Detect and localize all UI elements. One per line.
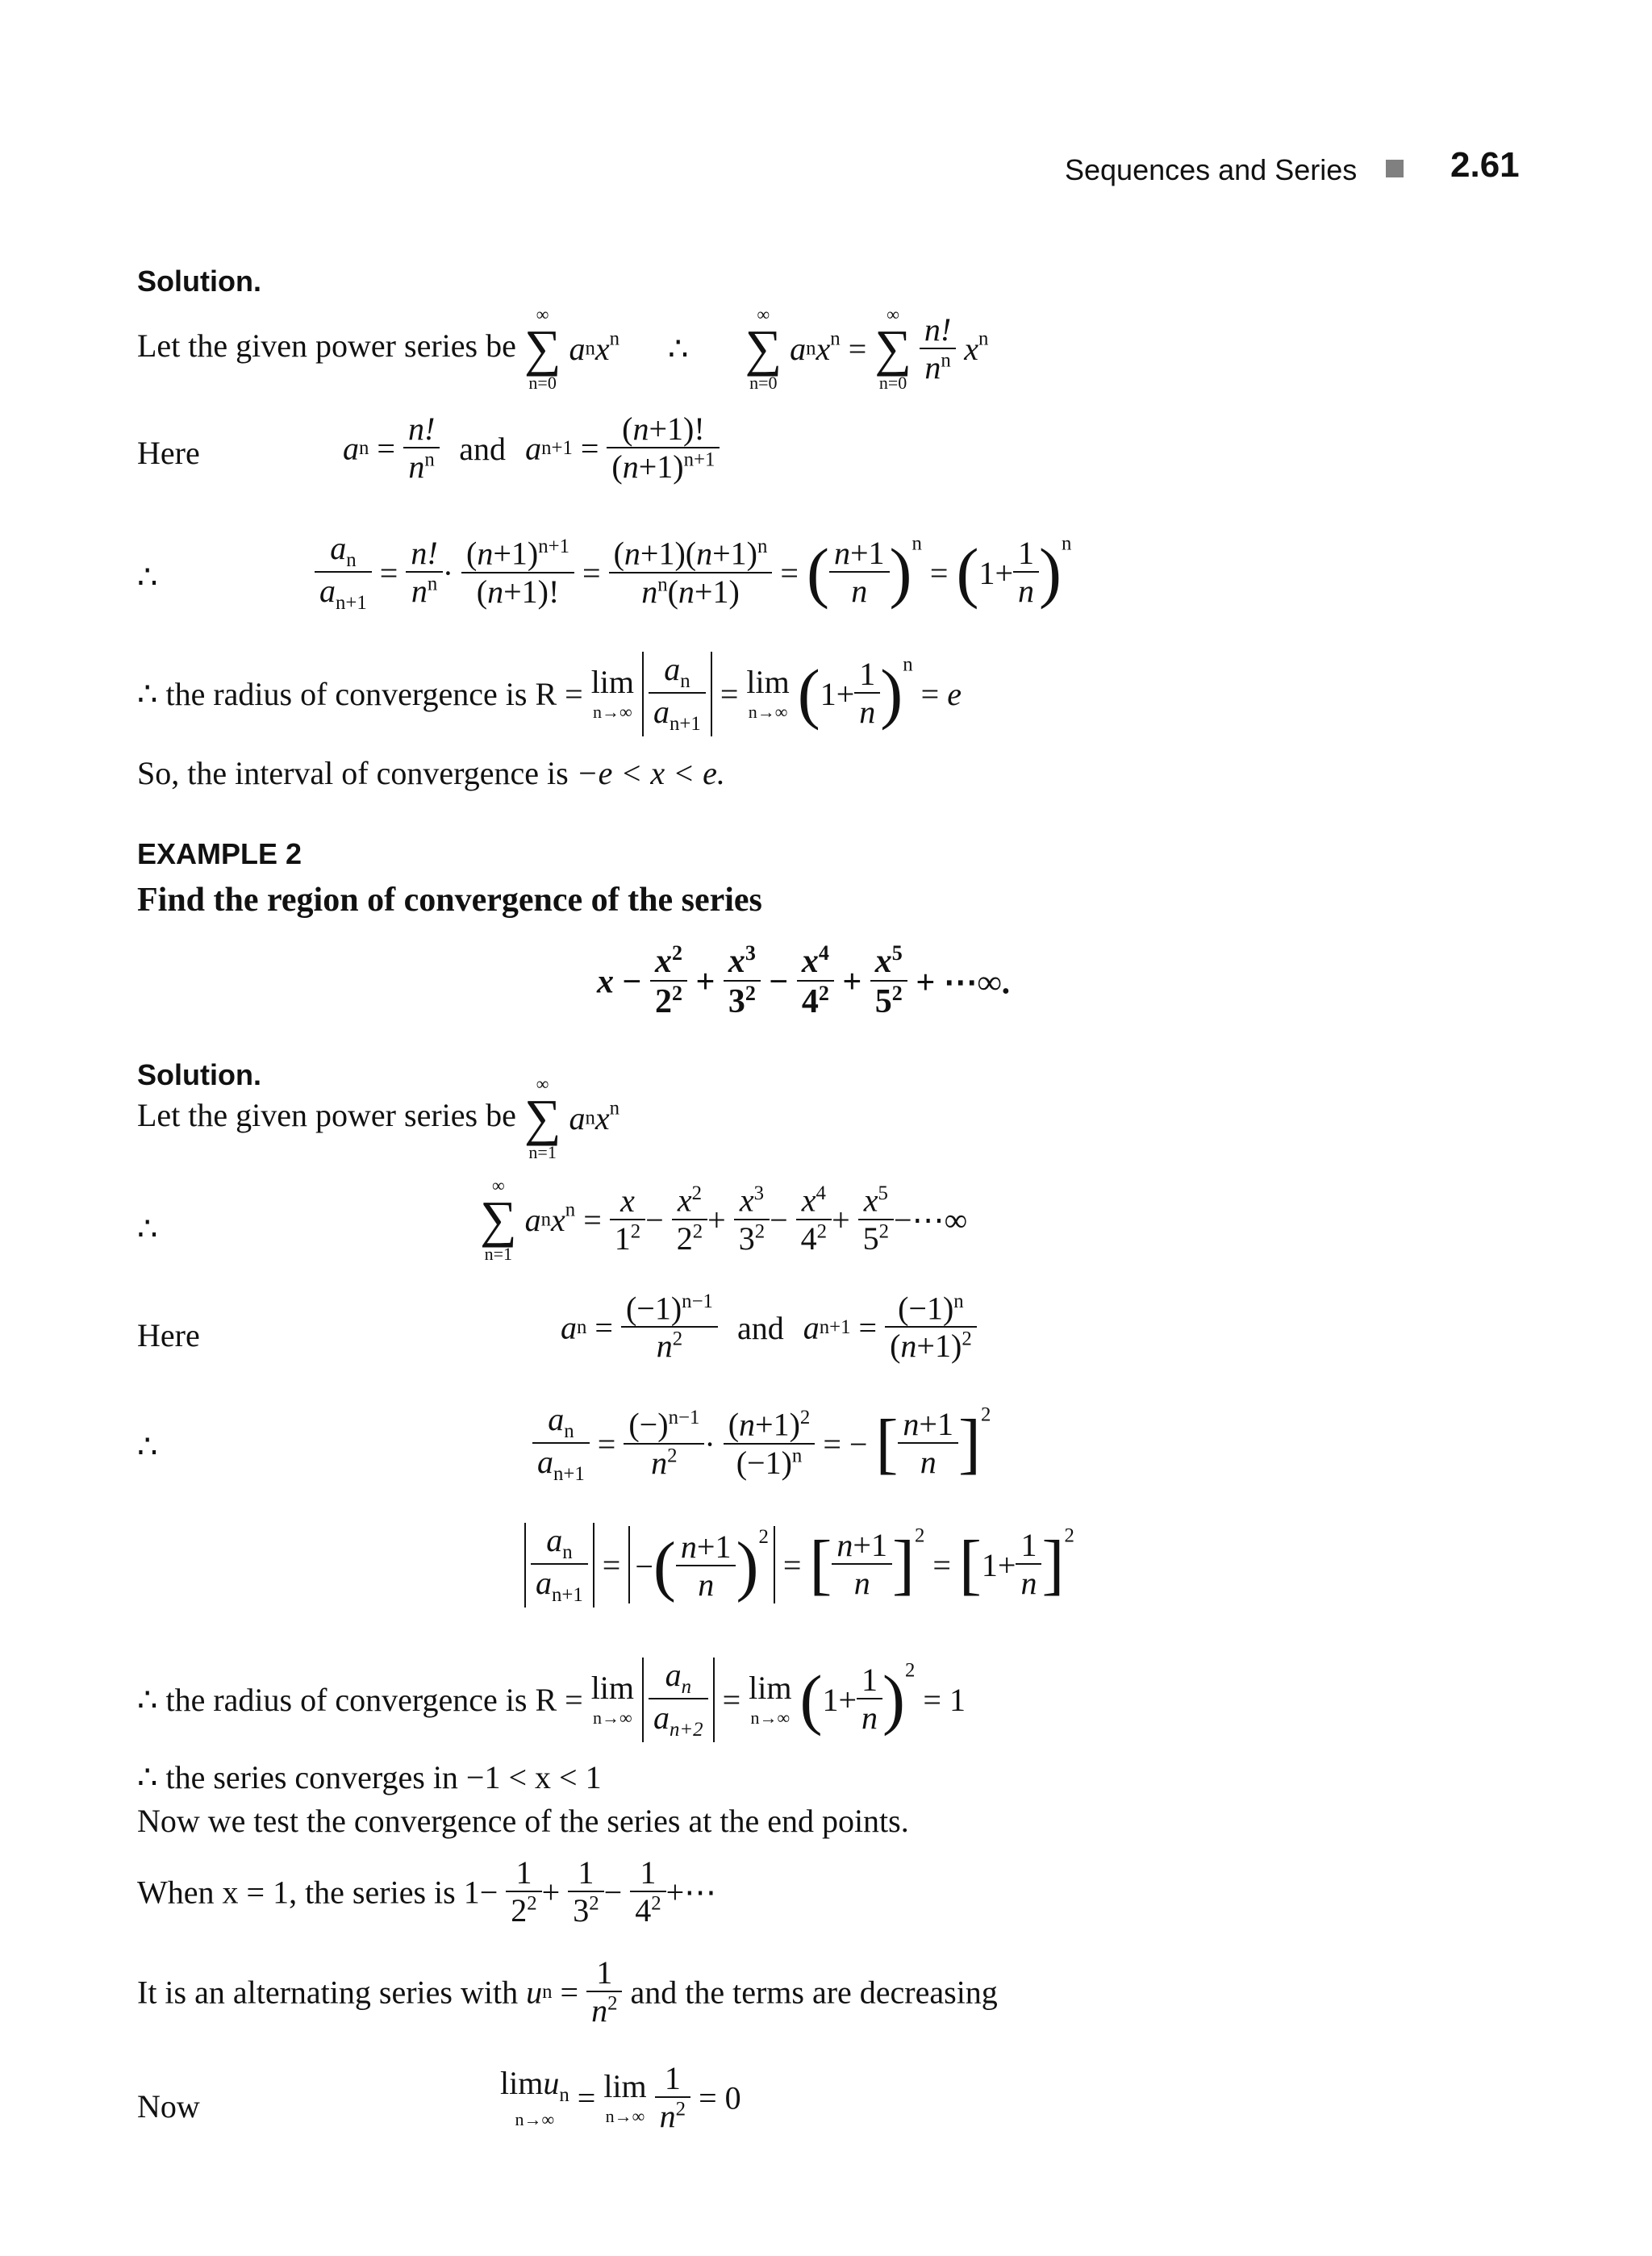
coefficient-definitions-1: an = $\frac{n!}{n^n}$ and an+1 = $\frac{(n+1)!}{(n+1)^{n+1}}$	[343, 411, 720, 486]
sum-symbol-icon: ∞ ∑ n=1	[480, 1175, 517, 1264]
endpoint-test-line: Now we test the convergence of the series at the end points.	[137, 1803, 909, 1839]
therefore-1: ∴	[137, 559, 158, 595]
interval-line-1: So, the interval of convergence is −e < x < e.	[137, 755, 725, 791]
sum-symbol-icon: ∞ ∑ n=0	[874, 304, 912, 393]
example-title: Find the region of convergence of the series	[137, 882, 762, 919]
radius-line-1: ∴ the radius of convergence is R = lim n→∞ $\frac{a_n}{a_{n+1}}$ = lim n→∞ (1+ $\frac{1}{n}$ )$^n$ = e	[137, 651, 962, 736]
solution-heading-2: Solution.	[137, 1058, 261, 1091]
power-series-line-2: Let the given power series be ∞ ∑ n=1 anx$^n$	[137, 1074, 620, 1162]
series-expansion-2: ∞ ∑ n=1 anx$^n$ = $\frac{x}{1^2}$ − $\frac{x^2}{2^2}$ + $\frac{x^3}{3^2}$ − $\frac{x^4}{4^2}$ + $\frac{x^5}{5^2}$ −⋯∞	[480, 1175, 968, 1264]
coefficient-definitions-2: an = $\frac{(-1)^{n-1}}{n^2}$ and an+1 = $\frac{(-1)^n}{(n+1)^2}$	[561, 1291, 977, 1365]
converges-line: ∴ the series converges in −1 < x < 1	[137, 1759, 602, 1795]
radius-line-2: ∴ the radius of convergence is R = lim n→∞ $\frac{a_n}{a_{n+2}}$ = lim n→∞ (1+ $\frac{1}{n}$ )$^2$ = 1	[137, 1657, 966, 1741]
alternating-series-line: It is an alternating series with un = $\frac{1}{n^2}$ and the terms are decreasing	[137, 1954, 998, 2029]
example-series: x − $\frac{x^2}{2^2}$ + $\frac{x^3}{3^2}$ − $\frac{x^4}{4^2}$ + $\frac{x^5}{5^2}$ + ⋯∞.	[597, 941, 1011, 1021]
power-series-line: Let the given power series be ∞ ∑ n=0 anx$^n$ ∴ ∞ ∑ n=0 anx$^n$ = ∞ ∑ n=0 $\frac{n!}{n^n}$ $x^n$	[137, 304, 989, 393]
ratio-line-1: $\frac{a_n}{a_{n+1}}$ = $\frac{n!}{n^n}$ · $\frac{(n+1)^{n+1}}{(n+1)!}$ = $\frac{(n+1)(n+1)^n}{n^n(n+1)}$ = ( $\frac{n+1}{n}$ )$^n$ = (1+ $\frac{1}{n}$ )$^n$	[315, 531, 1071, 615]
therefore-3: ∴	[137, 1428, 158, 1465]
sum-symbol-icon: ∞ ∑ n=0	[745, 304, 782, 393]
therefore-2: ∴	[137, 1211, 158, 1247]
example-label: EXAMPLE 2	[137, 837, 302, 870]
solution-heading: Solution.	[137, 265, 261, 298]
ratio-line-2: $\frac{a_n}{a_{n+1}}$ = $\frac{(-)^{n-1}}{n^2}$ · $\frac{(n+1)^2}{(-1)^n}$ = − [ $\frac{n+1}{n}$ ]$^2$	[532, 1402, 991, 1487]
fraction: $\frac{n!}{n^n}$	[920, 312, 956, 386]
now-label: Now	[137, 2088, 200, 2125]
when-x-equals-1-line: When x = 1, the series is 1− $\frac{1}{2^2}$ + $\frac{1}{3^2}$ − $\frac{1}{4^2}$ +⋯	[137, 1854, 717, 1929]
running-title: Sequences and Series	[1065, 153, 1358, 186]
here-label-2: Here	[137, 1317, 200, 1353]
square-bullet-icon	[1386, 160, 1404, 177]
sum-symbol-icon: ∞ ∑ n=0	[524, 304, 561, 393]
page-number: 2.61	[1450, 145, 1520, 185]
sum-symbol-icon: ∞ ∑ n=1	[524, 1074, 561, 1162]
here-label-1: Here	[137, 435, 200, 471]
limit-line: limu$_n$ n→∞ = lim n→∞ $\frac{1}{n^2}$ = 0	[500, 2060, 741, 2134]
abs-ratio-line: $\frac{a_n}{a_{n+1}}$ = −( $\frac{n+1}{n}$ )$^2$ = [ $\frac{n+1}{n}$ ]$^2$ = [1+ $\frac{1}{n}$ ]$^2$	[524, 1523, 1074, 1608]
